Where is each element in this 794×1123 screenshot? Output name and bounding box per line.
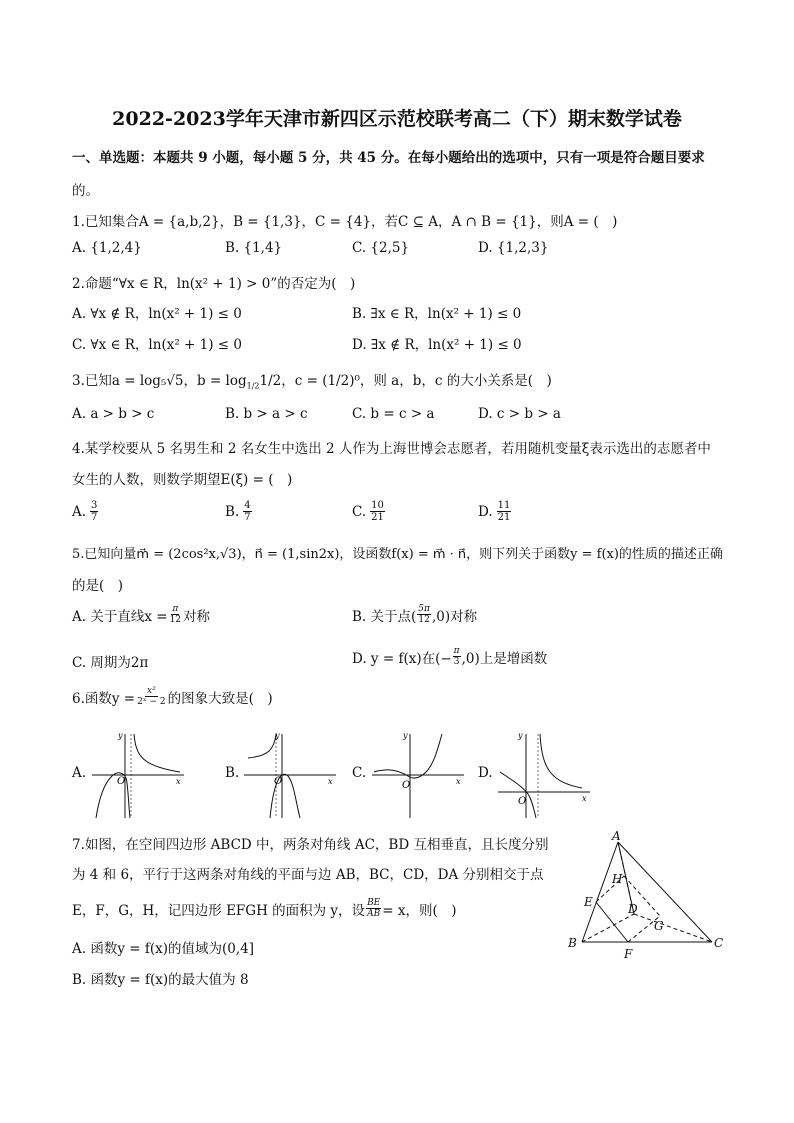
q1-option-d: D. {1,2,3} <box>478 240 549 256</box>
q2-option-a: A. ∀x ∉ R，ln(x² + 1) ≤ 0 <box>72 306 242 322</box>
edge-bd <box>582 914 634 942</box>
q7-line3-post: = x，则( ) <box>382 902 457 919</box>
curve-left <box>248 734 276 758</box>
q3-stem <box>72 369 552 391</box>
q6-graph-d-label: D. <box>478 765 493 781</box>
origin-label: O <box>402 780 411 791</box>
axis-x-label: x <box>176 777 181 786</box>
q5-option-d <box>352 646 547 667</box>
q7-option-a: A. 函数y = f(x)的值域为(0,4] <box>72 941 254 957</box>
q4-line1: 4.某学校要从 5 名男生和 2 名女生中选出 2 人作为上海世博会志愿者，若用随机变量ξ表示选出的志愿者中 <box>72 441 711 457</box>
axis-x-label: x <box>328 777 333 786</box>
label-h: H <box>612 872 623 886</box>
q4-option-b-label: B. <box>225 503 240 520</box>
axis-y-label: y <box>275 731 280 740</box>
label-c: C <box>714 936 724 950</box>
q5-option-a-post: 对称 <box>183 608 211 625</box>
q6-graph-a <box>88 728 188 820</box>
origin-label: O <box>274 776 283 787</box>
q1-option-c: C. {2,5} <box>352 240 410 256</box>
q5-option-b-num: 5π <box>418 604 430 614</box>
q4-option-c-label: C. <box>352 503 367 520</box>
q6-stem-num: x² <box>147 686 156 696</box>
q4-option-d-label: D. <box>478 503 493 520</box>
q3-option-b: B. b > a > c <box>225 406 308 422</box>
page-title: 2022-2023学年天津市新四区示范校联考高二（下）期末数学试卷 <box>112 108 682 130</box>
label-b: B <box>568 936 577 950</box>
q2-stem: 2.命题“∀x ∈ R，ln(x² + 1) > 0”的否定为( ) <box>72 276 356 292</box>
curve-right <box>134 734 180 772</box>
q3-option-c: C. b = c > a <box>352 406 435 422</box>
curve <box>374 734 442 778</box>
q5-option-b-den: 12 <box>418 615 430 625</box>
q7-line3-pre: E，F，G，H，记四边形 EFGH 的面积为 y，设 <box>72 902 366 919</box>
q7-line3-den: AB <box>367 909 381 919</box>
label-a: A <box>612 830 621 843</box>
q4-option-c-num: 10 <box>371 500 384 511</box>
seg-ef <box>596 902 628 942</box>
label-g: G <box>654 919 664 933</box>
label-e: E <box>584 895 593 909</box>
q4-option-d-num: 11 <box>497 500 511 511</box>
section-heading-cont: 的。 <box>72 183 99 199</box>
q3-option-a: A. a > b > c <box>72 406 155 422</box>
q4-option-c <box>352 500 385 523</box>
q4-option-b-num: 4 <box>244 500 251 511</box>
q5-option-d-den: 3 <box>453 657 460 667</box>
axis-y-label: y <box>118 731 123 740</box>
q2-option-c: C. ∀x ∈ R，ln(x² + 1) ≤ 0 <box>72 337 242 353</box>
q5-option-b-pre: B. 关于点( <box>352 608 417 625</box>
q2-option-d: D. ∃x ∉ R，ln(x² + 1) ≤ 0 <box>352 337 522 353</box>
edge-ac <box>618 842 712 942</box>
q3-stem-c: 1/2，c = (1/2)⁰，则 a，b，c 的大小关系是( ) <box>259 373 552 389</box>
q4-option-d <box>478 500 511 523</box>
q7-option-b: B. 函数y = f(x)的最大值为 8 <box>72 972 249 988</box>
q5-option-a-num: π <box>172 604 179 614</box>
origin-label: O <box>117 776 126 787</box>
q4-option-a <box>72 500 98 523</box>
q6-graph-c <box>368 728 468 820</box>
curve-right <box>540 734 582 788</box>
q3-stem-b: 1/2 <box>246 381 260 391</box>
edge-ab <box>582 842 618 942</box>
q6-graph-b <box>240 728 340 820</box>
q6-graph-b-label: B. <box>225 765 240 781</box>
q1-stem: 1.已知集合A = {a,b,2}，B = {1,3}，C = {4}，若C ⊆ A，A ∩ B = {1}，则A = ( ) <box>72 214 618 230</box>
axis-x-label: x <box>456 777 461 786</box>
q3-stem-a: 3.已知a = log₅√5，b = log <box>72 373 247 389</box>
q5-option-a-den: 12 <box>169 615 182 625</box>
q5-line1: 5.已知向量m⃗ = (2cos²x,√3)，n⃗ = (1,sin2x)，设函数f(x) = m⃗ · n⃗，则下列关于函数y = f(x)的性质的描述正确 <box>72 547 723 562</box>
q5-option-d-post: ,0)上是增函数 <box>461 650 548 667</box>
q5-option-d-num: π <box>453 646 460 656</box>
q4-option-a-num: 3 <box>91 500 98 511</box>
q6-graph-d <box>494 728 594 820</box>
q5-line2: 的是( ) <box>72 578 124 594</box>
q1-option-a: A. {1,2,4} <box>72 240 142 256</box>
q6-stem-den: 2ˣ − 2 <box>137 697 166 707</box>
q7-line3-num: BE <box>367 898 381 908</box>
q6-graph-c-label: C. <box>352 765 367 781</box>
curve-left <box>500 772 536 818</box>
label-f: F <box>624 947 633 961</box>
axis-y-label: y <box>518 731 523 740</box>
q7-line1: 7.如图，在空间四边形 ABCD 中，两条对角线 AC，BD 互相垂直，且长度分别 <box>72 837 549 853</box>
q6-stem-pre: 6.函数y = <box>72 690 136 707</box>
q6-graph-a-label: A. <box>72 765 87 781</box>
q3-option-d: D. c > b > a <box>478 406 561 422</box>
q6-stem <box>72 686 273 707</box>
q4-option-c-den: 21 <box>371 512 384 523</box>
q4-option-d-den: 21 <box>497 512 511 523</box>
q1-option-b: B. {1,4} <box>225 240 283 256</box>
q4-option-b-den: 7 <box>244 512 251 523</box>
q5-option-b-post: ,0)对称 <box>431 608 478 625</box>
label-d: D <box>628 902 638 916</box>
q4-option-b <box>225 500 252 523</box>
q4-line2: 女生的人数，则数学期望E(ξ) = ( ) <box>72 472 293 488</box>
q4-option-a-label: A. <box>72 503 87 520</box>
q5-option-c: C. 周期为2π <box>72 655 149 671</box>
q7-tetrahedron-figure <box>562 830 732 962</box>
axis-x-label: x <box>582 794 587 803</box>
q5-option-a-pre: A. 关于直线x = <box>72 608 168 625</box>
q6-stem-post: 的图象大致是( ) <box>167 690 273 707</box>
q7-line3 <box>72 898 457 919</box>
q4-option-a-den: 7 <box>91 512 98 523</box>
q5-option-b <box>352 604 477 625</box>
q5-option-a <box>72 604 210 625</box>
q2-option-b: B. ∃x ∈ R，ln(x² + 1) ≤ 0 <box>352 306 522 322</box>
section-heading: 一、单选题：本题共 9 小题，每小题 5 分，共 45 分。在每小题给出的选项中，只有一项是符合题目要求 <box>72 150 705 166</box>
q5-option-d-pre: D. y = f(x)在(− <box>352 650 452 667</box>
q7-line2: 为 4 和 6，平行于这两条对角线的平面与边 AB，BC，CD，DA 分别相交于点 <box>72 867 544 883</box>
origin-label: O <box>518 796 527 807</box>
axis-y-label: y <box>403 731 408 740</box>
